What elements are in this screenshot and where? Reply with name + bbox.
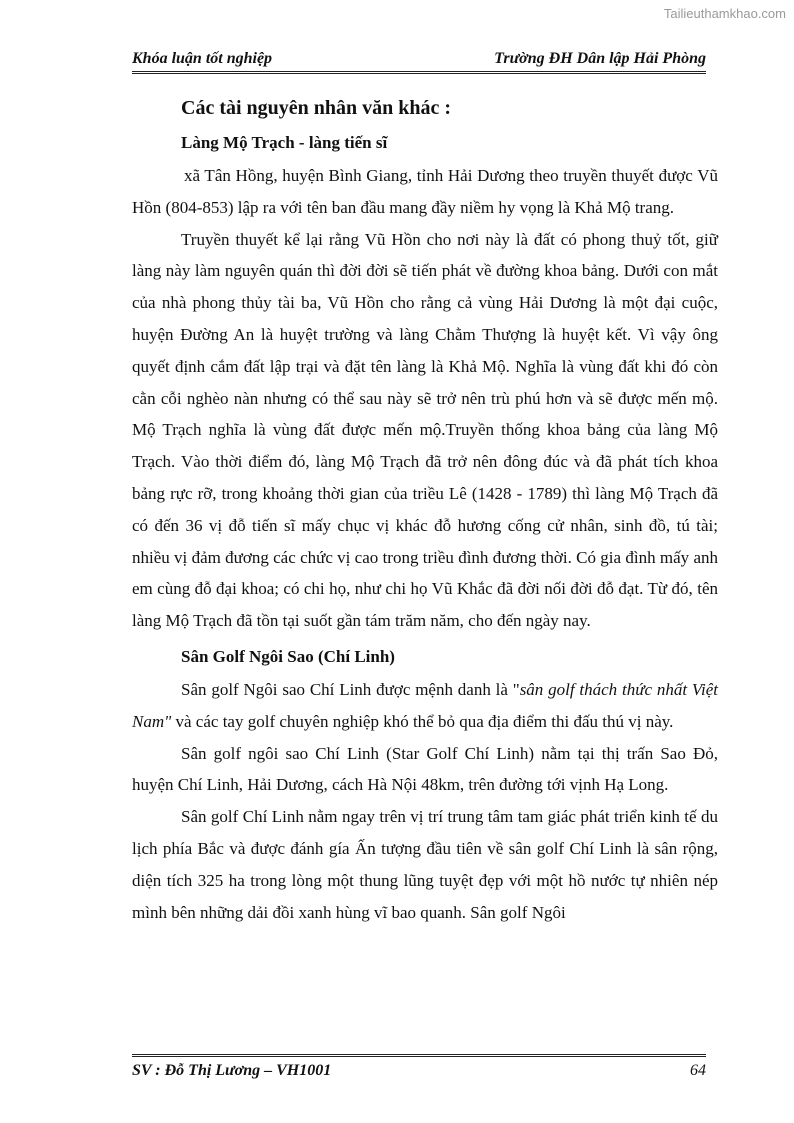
page-header	[132, 50, 706, 74]
subsection-title-golf: Sân Golf Ngôi Sao (Chí Linh)	[181, 646, 395, 666]
paragraph-mo-trach-legend: Truyền thuyết kể lại rằng Vũ Hồn cho nơi này là đất có phong thuỷ tốt, giữ làng này làm nguyên quán thì đời đời sẽ tiến phát về đường khoa bảng. Dưới con mắt của nhà phong thủy tài ba, Vũ Hồn cho rằng cả vùng Hải Dương là một đại cuộc, huyện Đường An là huyệt trường và làng Chằm Thượng là huyệt kết. Vì vậy ông quyết định cắm đất lập trại và đặt tên làng là Khả Mộ. Nghĩa là vùng đất khi đó còn cằn cỗi nghèo nàn nhưng có thể sau này sẽ trở nên trù phú hơn và sẽ được mến mộ. Mộ Trạch nghĩa là vùng đất được mến mộ.Truyền thống khoa bảng của làng Mộ Trạch. Vào thời điểm đó, làng Mộ Trạch đã trở nên đông đúc và đã phát tích khoa bảng rực rỡ, trong khoảng thời gian của triều Lê (1428 - 1789) thì làng Mộ Trạch đã có đến 36 vị đỗ tiến sĩ mấy chục vị khác đỗ hương cống cử nhân, sinh đồ, tú tài; nhiều vị đảm đương các chức vị cao trong triều đình đương thời. Có gia đình mấy anh em cùng đỗ đại khoa; có chi họ, như chi họ Vũ Khắc đã đời nối đời đỗ đạt. Từ đó, tên làng Mộ Trạch đã tồn tại suốt gần tám trăm năm, cho đến ngày nay.	[132, 229, 718, 631]
golf-intro-text-b: và các tay golf chuyên nghiệp khó thể bỏ qua địa điểm thi đấu thú vị này.	[171, 711, 674, 731]
page-number: 64	[690, 1062, 706, 1079]
paragraph-golf-location: Sân golf ngôi sao Chí Linh (Star Golf Chí Linh) nằm tại thị trấn Sao Đỏ, huyện Chí Linh, Hải Dương, cách Hà Nội 48km, trên đường tới vịnh Hạ Long.	[132, 743, 718, 795]
paragraph-golf-description: Sân golf Chí Linh nằm ngay trên vị trí trung tâm tam giác phát triển kinh tế du lịch phía Bắc và được đánh gía Ấn tượng đầu tiên về sân golf Chí Linh là sân rộng, diện tích 325 ha trong lòng một thung lũng tuyệt đẹp với một hồ nước tự nhiên nép mình bên những dải đồi xanh hùng vĩ bao quanh. Sân golf Ngôi	[132, 807, 718, 922]
page-content	[132, 90, 718, 928]
header-thesis-label: Khóa luận tốt nghiệp	[132, 50, 273, 67]
paragraph-golf-intro	[132, 674, 718, 738]
paragraph-mo-trach-intro: xã Tân Hồng, huyện Bình Giang, tỉnh Hải Dương theo truyền thuyết được Vũ Hồn (804-853) lập ra với tên ban đầu mang đầy niềm hy vọng là Khả Mộ trang.	[132, 166, 718, 217]
golf-intro-italic: sân golf thách thức nhất Việt Nam"	[132, 679, 718, 731]
watermark: Tailieuthamkhao.com	[663, 6, 786, 21]
golf-intro-text-a: Sân golf Ngôi sao Chí Linh được mệnh danh là "	[181, 679, 520, 699]
header-university-label: Trường ĐH Dân lập Hải Phòng	[494, 50, 706, 67]
page-footer	[132, 1054, 706, 1080]
footer-student: SV : Đỗ Thị Lương – VH1001	[132, 1062, 332, 1079]
section-heading: Các tài nguyên nhân văn khác :	[181, 97, 452, 119]
subsection-title-mo-trach: Làng Mộ Trạch - làng tiến sĩ	[181, 133, 388, 152]
